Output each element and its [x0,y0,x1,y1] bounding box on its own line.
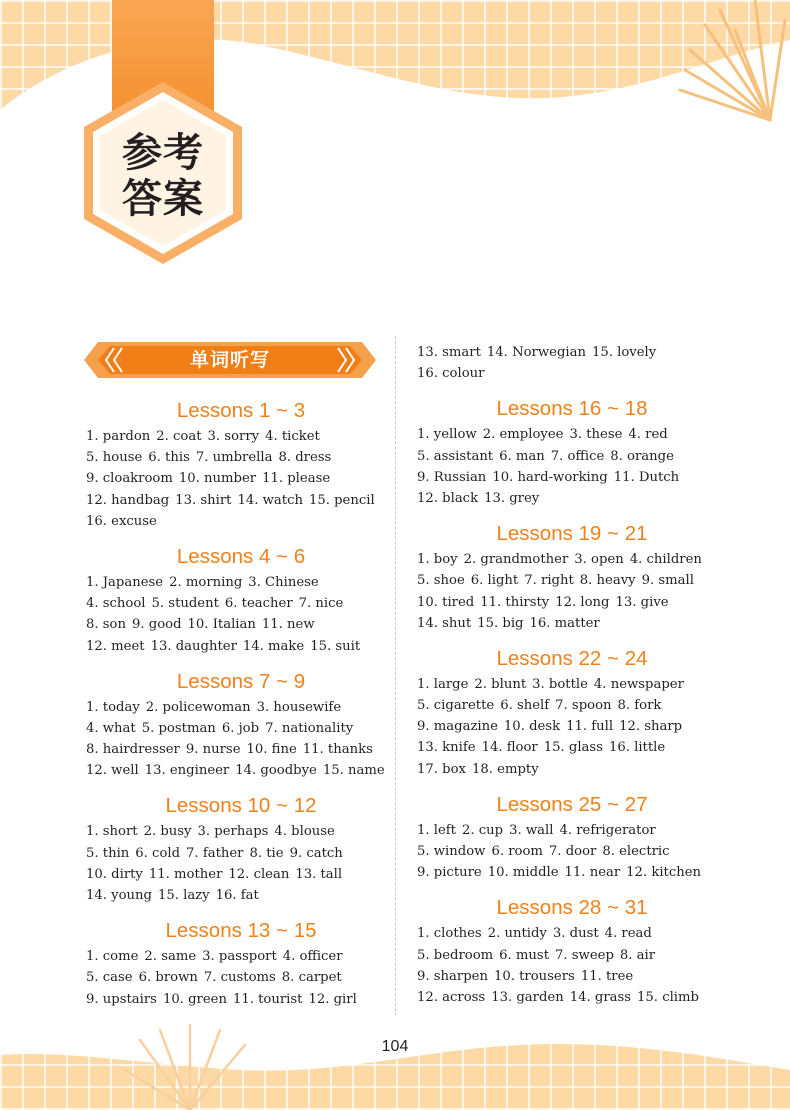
answer-line [417,570,727,591]
answer-line [417,945,727,966]
answer-word: 12. across [417,989,486,1005]
answer-word: 8. electric [602,844,670,859]
lesson-section [417,644,727,780]
answer-word: 9. cloakroom [86,471,173,487]
answer-word: 15. glass [543,740,603,756]
answer-word: 9. small [641,573,694,589]
answer-word: 3. bottle [532,676,588,692]
answer-word: 12. black [417,490,479,506]
answer-word: 8. heavy [579,573,636,589]
answer-word: 12. kitchen [626,865,702,881]
answer-word: 11. thirsty [480,594,550,610]
answer-line [417,923,727,944]
answer-line [86,760,396,781]
answer-word: 7. nice [298,596,344,612]
answer-word: 11. tourist [232,991,303,1007]
answer-word: 7. spoon [555,698,612,714]
answer-word: 8. dress [278,450,332,466]
lesson-heading: Lessons 19 ~ 21 [496,522,648,546]
lesson-heading: Lessons 4 ~ 6 [176,544,306,568]
answer-word: 7. right [524,573,574,589]
answer-word: 9. sharpen [417,968,488,984]
answer-line [86,511,396,532]
answer-line [417,674,727,695]
answer-line [86,572,396,593]
answer-word: 13. shirt [175,492,232,508]
answer-word: 3. wall [509,822,554,838]
answer-line [417,737,727,758]
answer-word: 14. shut [417,615,472,631]
answer-word: 1. Japanese [86,574,164,590]
answer-word: 5. shoe [417,573,465,589]
answer-line [86,843,396,864]
right-column [417,342,727,1018]
answer-word: 12. clean [228,866,290,882]
lesson-section [417,893,727,1008]
lesson-heading: Lessons 22 ~ 24 [496,646,648,670]
answer-word: 5. thin [86,845,130,861]
answer-line [417,695,727,716]
answer-word: 4. red [628,427,668,443]
answer-word: 7. door [548,844,597,859]
answer-line [417,966,727,987]
answer-word: 13. garden [491,989,564,1005]
answer-word: 5. bedroom [417,947,494,963]
answer-word: 14. young [86,888,152,903]
answer-word: 15. lovely [591,345,657,360]
answer-word: 10. middle [487,865,559,881]
answer-word: 5. window [417,844,486,859]
bottom-palm-leaf-icon [120,1020,260,1110]
answer-word: 6. job [221,720,260,736]
answer-word: 8. fork [617,698,662,714]
answer-word: 16. matter [529,615,600,631]
lesson-section [86,396,396,532]
lesson-section [86,916,396,1010]
answer-line [86,614,396,635]
answer-word: 9. good [131,617,182,633]
answer-word: 4. ticket [265,429,320,444]
answer-line [417,862,727,883]
answer-word: 13. grey [484,490,540,506]
answer-word: 13. smart [417,345,481,360]
answer-word: 1. pardon [86,429,151,444]
lesson-section [417,519,727,634]
answer-line [86,739,396,760]
answer-word: 2. same [144,949,197,965]
answer-word: 2. untidy [487,926,547,942]
answer-word: 13. daughter [150,638,237,654]
answer-word: 1. short [86,824,138,840]
lesson-heading: Lessons 28 ~ 31 [496,896,648,920]
answer-word: 6. this [148,450,190,466]
answer-word: 3. open [574,552,624,568]
answer-line [86,885,396,906]
answer-word: 1. clothes [417,926,482,942]
answer-word: 4. what [86,720,136,736]
answer-word: 4. refrigerator [559,822,656,838]
answer-word: 7. father [186,845,244,861]
answer-word: 12. girl [308,991,357,1007]
answer-line [86,447,396,468]
answer-word: 10. dirty [86,866,143,882]
answer-word: 5. postman [141,720,216,736]
answer-line [417,613,727,634]
answer-word: 2. cup [461,822,504,838]
answer-line [417,446,727,467]
answer-word: 8. carpet [281,970,342,986]
answer-word: 2. busy [143,824,192,840]
answer-line [86,426,396,447]
answer-word: 15. climb [637,989,699,1005]
answer-word: 1. left [417,822,456,838]
answer-word: 2. blunt [474,676,527,692]
answer-word: 11. mother [148,866,223,882]
answer-word: 5. cigarette [417,698,495,714]
lesson-section [86,542,396,657]
answer-word: 13. tall [295,866,343,882]
answer-word: 18. empty [471,761,539,777]
lesson-section [417,790,727,884]
answer-word: 16. excuse [86,513,157,529]
answer-word: 8. hairdresser [86,742,180,758]
lesson-heading: Lessons 13 ~ 15 [165,919,317,943]
answer-word: 2. morning [169,574,243,590]
answer-word: 11. tree [580,968,634,984]
answer-word: 5. student [151,596,219,612]
answer-word: 4. newspaper [593,676,684,692]
answer-word: 1. boy [417,552,458,568]
answer-word: 9. magazine [417,719,498,735]
answer-word: 14. goodbye [235,763,317,779]
answer-line [417,841,727,862]
answer-word: 15. lazy [157,888,210,903]
answer-line [86,967,396,988]
answer-word: 11. near [564,865,621,881]
answer-line [86,864,396,885]
answer-word: 3. housewife [256,699,342,715]
answer-line [86,593,396,614]
answer-line [86,468,396,489]
answer-word: 7. sweep [555,947,614,963]
answer-line [86,718,396,739]
answer-word: 11. full [566,719,614,735]
answer-line [86,490,396,511]
left-column [86,396,396,1020]
answer-word: 5. case [86,970,133,986]
answer-word: 6. brown [138,970,198,986]
answer-word: 3. these [569,427,623,443]
answer-word: 4. officer [282,949,343,965]
answer-line [86,946,396,967]
answer-word: 13. engineer [144,763,230,779]
answer-word: 6. light [470,573,519,589]
answer-line [417,467,727,488]
answer-word: 14. Norwegian [486,345,586,360]
answer-word: 6. room [491,844,543,859]
lesson-section [86,791,396,906]
answer-word: 14. grass [569,989,632,1005]
answer-word: 9. nurse [185,742,241,758]
answer-word: 14. watch [237,492,303,508]
answer-line [417,716,727,737]
answer-word: 10. fine [246,742,297,758]
answer-word: 9. upstairs [86,991,157,1007]
answer-line [417,363,727,384]
answer-word: 6. must [499,947,549,963]
answer-word: 1. today [86,699,140,715]
answer-word: 10. trousers [493,968,575,984]
answer-line [417,424,727,445]
answer-line [417,592,727,613]
answer-line [86,821,396,842]
answer-word: 8. tie [249,845,284,861]
answer-line [86,697,396,718]
answer-line [86,989,396,1010]
answer-word: 2. coat [156,429,202,444]
answer-line [417,488,727,509]
answer-key-title: 参考 答案 [122,130,204,222]
answer-word: 16. little [608,740,666,756]
answer-word: 12. meet [86,638,145,654]
answer-word: 11. please [262,471,331,487]
answer-word: 7. umbrella [195,450,273,466]
answer-word: 15. suit [310,638,361,654]
answer-line [417,987,727,1008]
answer-word: 10. green [162,991,227,1007]
answer-word: 8. son [86,617,126,633]
right-sections [417,394,727,1008]
answer-word: 11. Dutch [613,469,680,485]
answer-word: 8. orange [610,448,674,464]
lesson-section [86,667,396,782]
answer-word: 6. cold [135,845,181,861]
answer-word: 9. catch [289,845,343,861]
answer-line [417,549,727,570]
answer-word: 4. school [86,596,146,612]
answer-word: 4. children [629,552,702,568]
lesson-heading: Lessons 25 ~ 27 [496,792,648,816]
answer-word: 14. floor [481,740,538,756]
answer-word: 9. Russian [417,469,487,485]
answer-word: 3. Chinese [248,574,319,590]
answer-line [86,636,396,657]
answer-word: 12. long [555,594,610,610]
answer-word: 3. passport [202,949,277,965]
answer-word: 2. grandmother [463,552,569,568]
answer-word: 7. nationality [265,720,354,736]
section-banner-label: 单词听写 [189,349,270,371]
answer-line [417,759,727,780]
answer-line [417,820,727,841]
answer-word: 6. shelf [500,698,550,714]
answer-word: 1. come [86,949,139,965]
continued-answers [417,342,727,384]
answer-word: 2. employee [482,427,564,443]
answer-word: 7. office [550,448,605,464]
answer-word: 13. knife [417,740,476,756]
answer-word: 10. number [178,471,257,487]
answer-word: 5. house [86,450,143,466]
answer-word: 3. dust [552,926,599,942]
answer-word: 7. customs [203,970,276,986]
answer-word: 13. give [615,594,669,610]
bottom-wave-shape [0,1015,790,1110]
answer-word: 6. teacher [224,596,293,612]
answer-word: 11. thanks [302,742,373,758]
answer-word: 1. large [417,676,469,692]
answer-word: 10. hard-working [492,469,608,485]
answer-word: 3. perhaps [197,824,269,840]
answer-word: 10. tired [417,594,475,610]
answer-word: 8. air [619,947,656,963]
answer-word: 9. picture [417,865,482,881]
answer-line [417,342,727,363]
palm-leaf-icon [660,0,790,130]
answer-word: 16. fat [215,888,259,903]
lesson-heading: Lessons 16 ~ 18 [496,397,648,421]
answer-word: 12. well [86,763,139,779]
lesson-section [417,394,727,509]
lesson-heading: Lessons 1 ~ 3 [176,399,306,422]
answer-word: 2. policewoman [145,699,251,715]
answer-word: 6. man [499,448,545,464]
answer-word: 16. colour [417,366,485,382]
answer-word: 5. assistant [417,448,494,464]
answer-word: 12. handbag [86,492,170,508]
answer-word: 10. Italian [187,617,256,633]
lesson-heading: Lessons 7 ~ 9 [176,669,306,693]
answer-word: 15. big [477,615,524,631]
page-number: 104 [381,1038,409,1055]
answer-word: 12. sharp [619,719,683,735]
answer-word: 1. yellow [417,427,477,443]
lesson-heading: Lessons 10 ~ 12 [165,794,317,818]
answer-word: 10. desk [503,719,561,735]
answer-word: 15. name [322,763,385,779]
answer-word: 4. read [604,926,652,942]
answer-word: 17. box [417,761,466,777]
answer-word: 3. sorry [207,429,260,444]
answer-word: 14. make [242,638,305,654]
answer-word: 11. new [261,617,315,633]
answer-word: 4. blouse [274,824,335,840]
answer-word: 15. pencil [308,492,375,508]
